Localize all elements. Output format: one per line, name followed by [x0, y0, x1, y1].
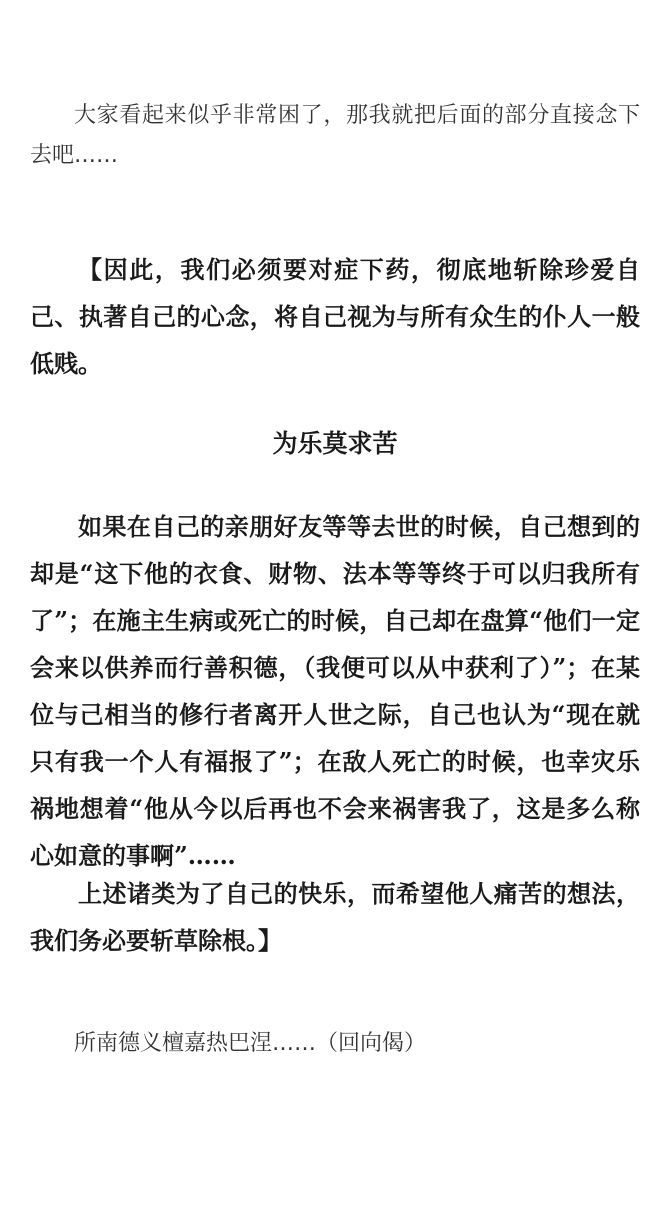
body-paragraph-1: 如果在自己的亲朋好友等等去世的时候，自己想到的却是“这下他的衣食、财物、法本等等终于可以归我所有了”；在施主生病或死亡的时候，自己却在盘算“他们一定会来以供养而行善积德，（我便可以从中获利了）”；在某位与己相当的修行者离开人世之际，自己也认为“现在就只有我一个人有福报了”；在敌人死亡的时候，也幸灾乐祸地想着“他从今以后再也不会来祸害我了，这是多么称心如意的事啊”…… [30, 512, 640, 870]
quote-intro-paragraph: 【因此，我们必须要对症下药，彻底地斩除珍爱自己、执著自己的心念，将自己视为与所有众生的仆人一般低贱。 [30, 255, 640, 378]
closing-line: 所南德义檀嘉热巴涅……（回向偈） [74, 1031, 427, 1056]
body-paragraph-2: 上述诸类为了自己的快乐，而希望他人痛苦的想法，我们务必要斩草除根。】 [30, 879, 640, 955]
section-heading: 为乐莫求苦 [272, 429, 398, 458]
intro-paragraph: 大家看起来似乎非常困了，那我就把后面的部分直接念下去吧…… [30, 103, 640, 168]
